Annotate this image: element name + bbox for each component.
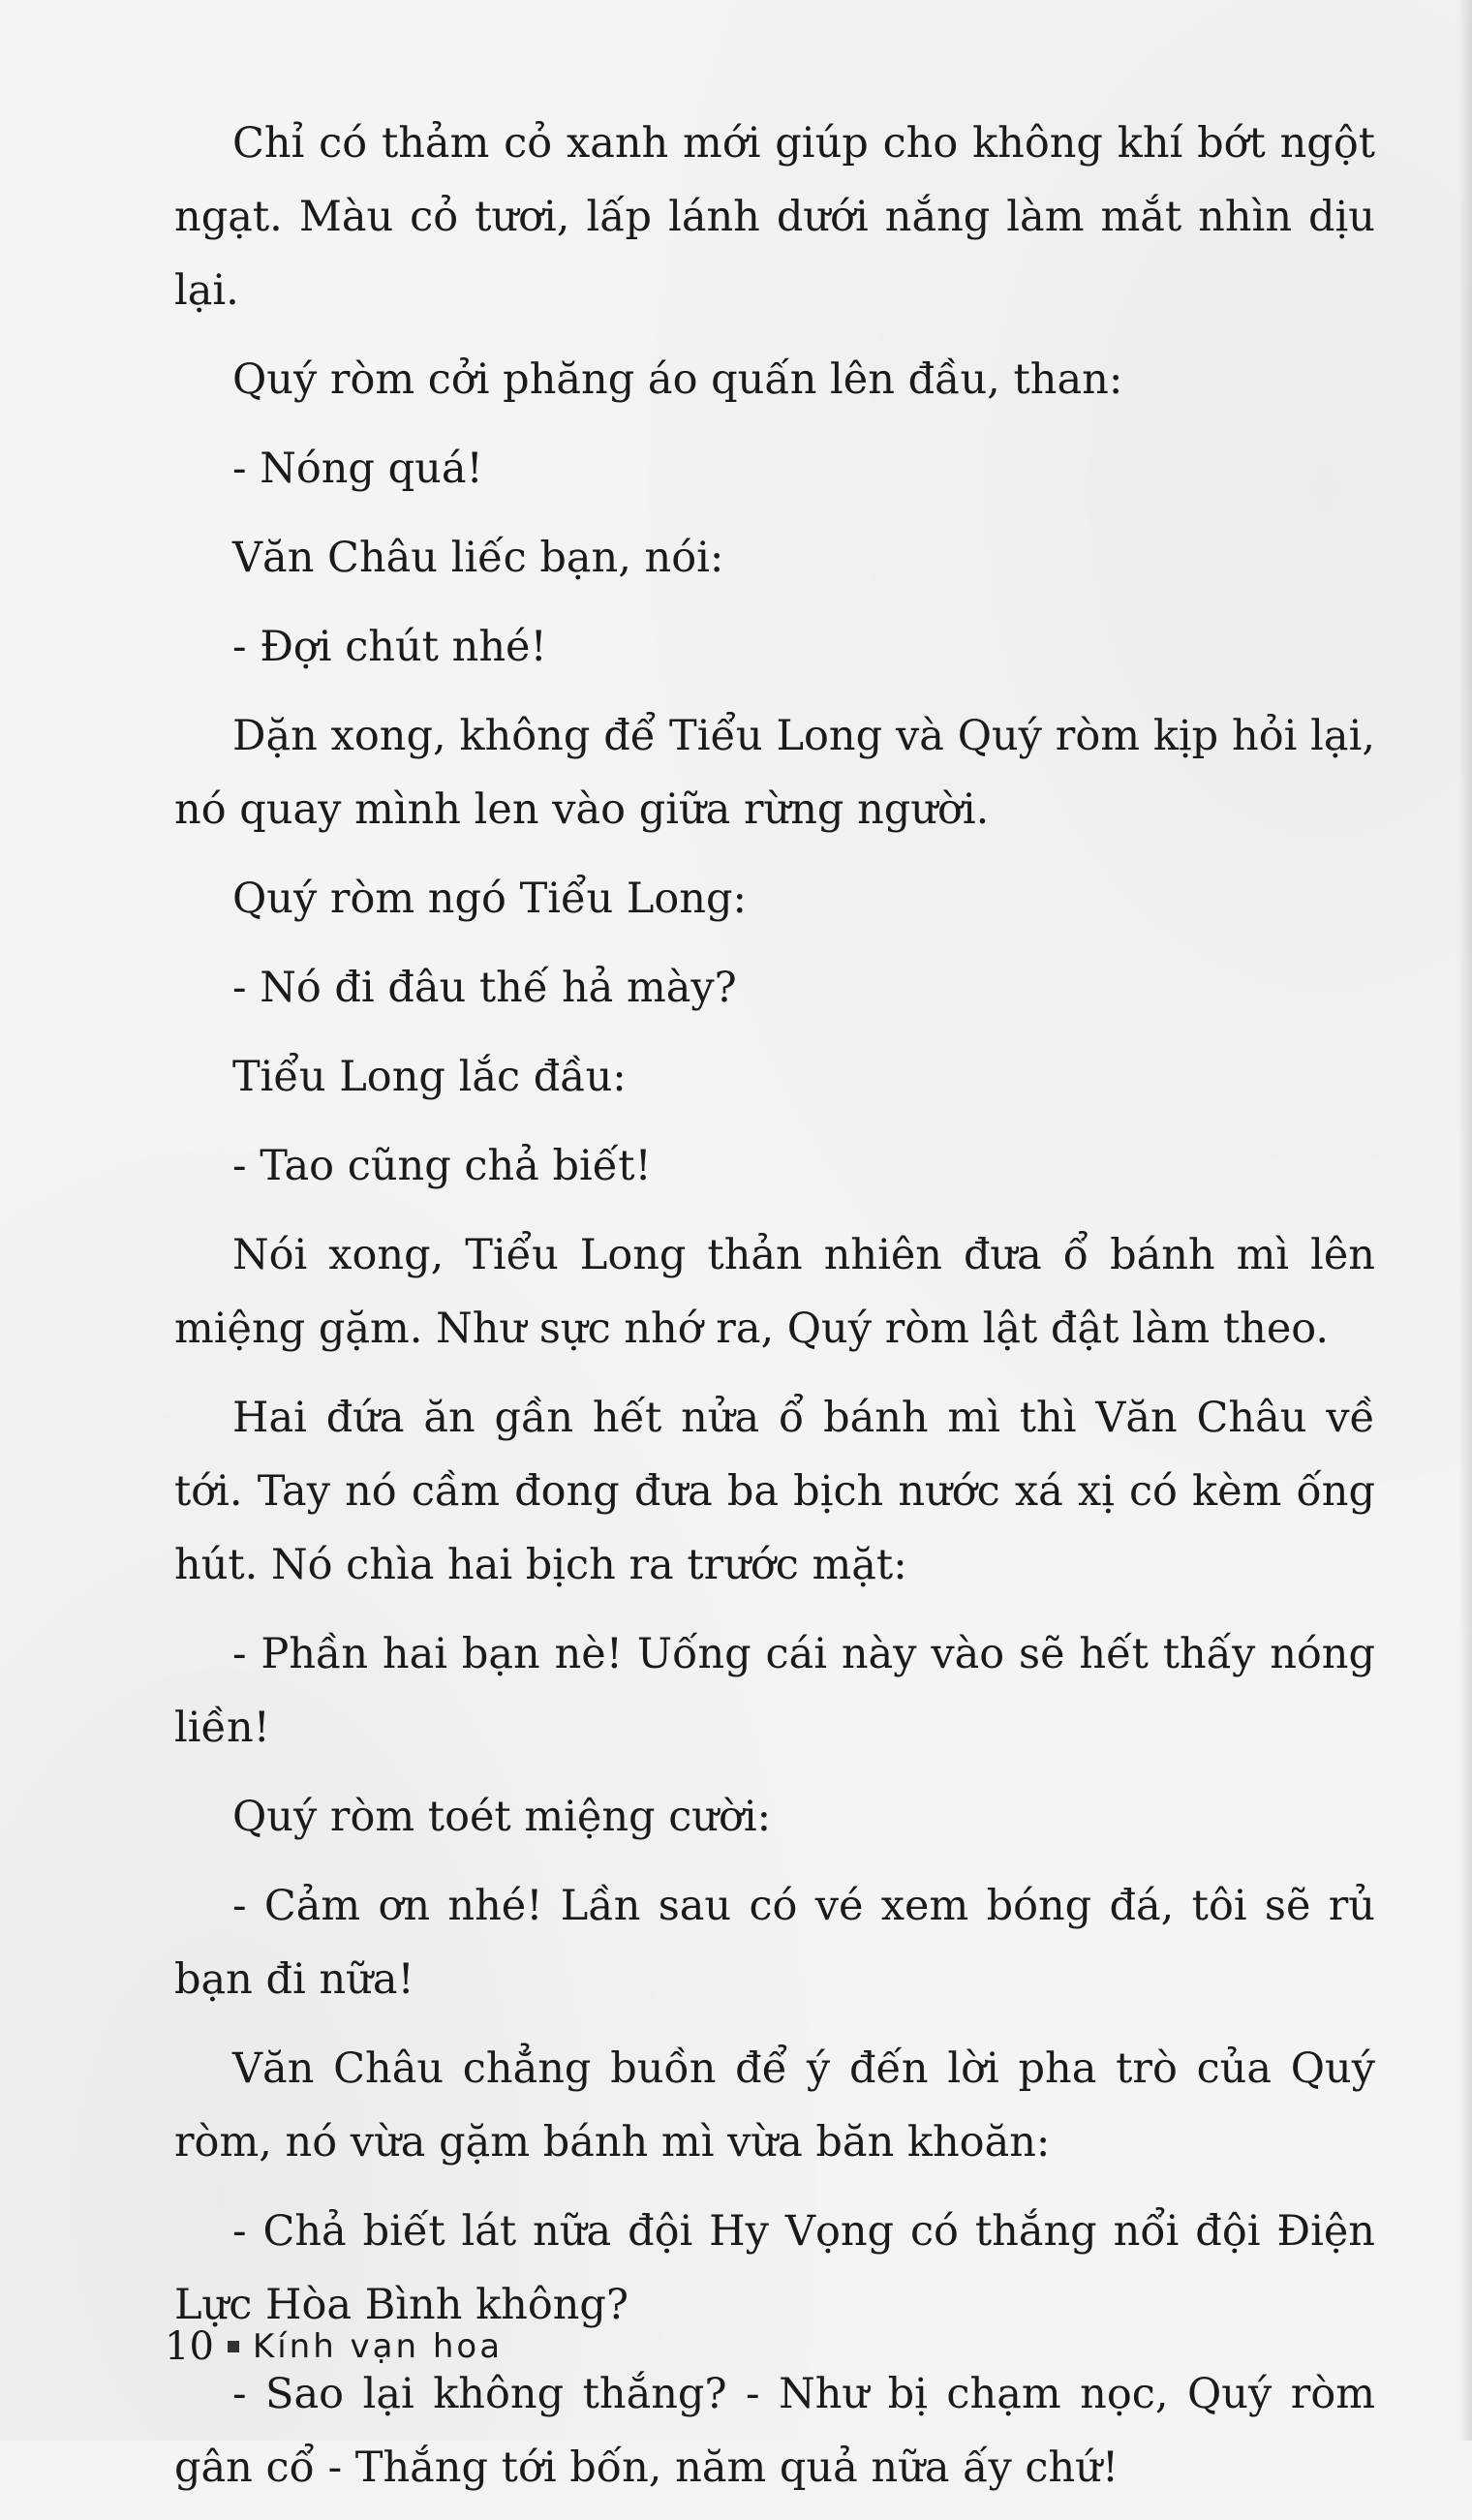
- footer-separator-square: [228, 2341, 239, 2352]
- page-number: 10: [165, 2324, 214, 2369]
- paragraph: - Phần hai bạn nè! Uống cái này vào sẽ hết thấy nóng liền!: [174, 1630, 1375, 1752]
- running-title: Kính vạn hoa: [252, 2327, 504, 2366]
- paragraph: Dặn xong, không để Tiểu Long và Quý ròm kịp hỏi lại, nó quay mình len vào giữa rừng người.: [174, 712, 1375, 834]
- paragraph: - Nó đi đâu thế hả mày?: [232, 964, 737, 1012]
- paragraph: Quý ròm ngó Tiểu Long:: [232, 875, 747, 923]
- page-footer: [165, 2324, 503, 2369]
- paragraph: Tiểu Long lắc đầu:: [232, 1053, 627, 1101]
- paragraph: Chỉ có thảm cỏ xanh mới giúp cho không khí bớt ngột ngạt. Màu cỏ tươi, lấp lánh dưới nắng làm mắt nhìn dịu lại.: [174, 119, 1375, 315]
- paragraph: Văn Châu liếc bạn, nói:: [232, 534, 724, 582]
- paragraph: - Chả biết lát nữa đội Hy Vọng có thắng nổi đội Điện Lực Hòa Bình không?: [174, 2207, 1375, 2329]
- paragraph: - Sao lại không thắng? - Như bị chạm nọc, Quý ròm gân cổ - Thắng tới bốn, năm quả nữa ấy chứ!: [174, 2370, 1375, 2492]
- body-text: [174, 107, 1375, 2520]
- paragraph: Quý ròm cởi phăng áo quấn lên đầu, than:: [232, 355, 1123, 404]
- paragraph: Quý ròm toét miệng cười:: [232, 1793, 772, 1841]
- paragraph: - Đợi chút nhé!: [232, 623, 547, 671]
- paragraph: Hai đứa ăn gần hết nửa ổ bánh mì thì Văn Châu về tới. Tay nó cầm đong đưa ba bịch nước xá xị có kèm ống hút. Nó chìa hai bịch ra trước mặt:: [174, 1394, 1375, 1589]
- paragraph: Nói xong, Tiểu Long thản nhiên đưa ổ bánh mì lên miệng gặm. Như sực nhớ ra, Quý ròm lật đật làm theo.: [174, 1231, 1375, 1353]
- paragraph: - Nóng quá!: [232, 445, 483, 493]
- paragraph: - Cảm ơn nhé! Lần sau có vé xem bóng đá, tôi sẽ rủ bạn đi nữa!: [174, 1882, 1375, 2004]
- paragraph: - Tao cũng chả biết!: [232, 1142, 652, 1190]
- paragraph: Văn Châu chẳng buồn để ý đến lời pha trò của Quý ròm, nó vừa gặm bánh mì vừa băn khoăn:: [174, 2044, 1375, 2167]
- page-edge-shadow: [1458, 0, 1472, 2441]
